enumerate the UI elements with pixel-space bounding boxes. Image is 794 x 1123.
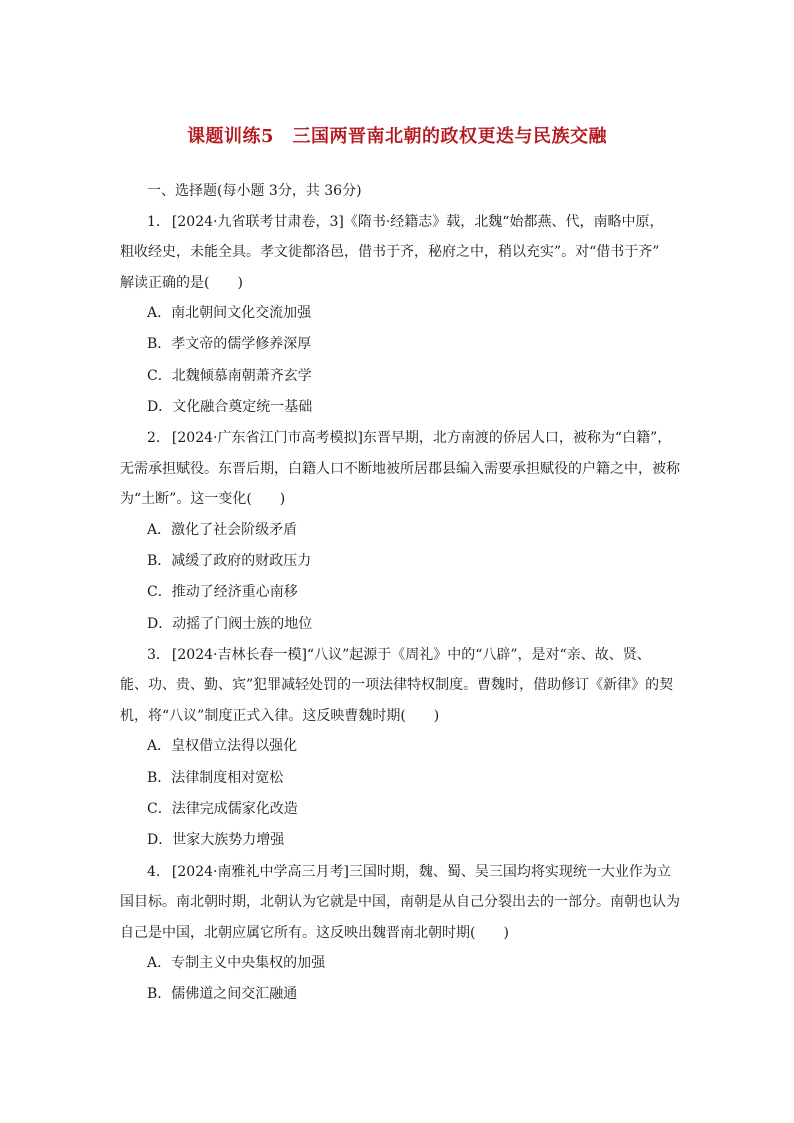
- answer-option[interactable]: A．南北朝间文化交流加强: [147, 305, 312, 321]
- question-item: [120, 857, 687, 1011]
- question-stem-text: [2024·广东省江门市高考模拟]东晋早期，北方南渡的侨居人口，被称为“白籍”，: [171, 430, 672, 447]
- page-content: [120, 176, 687, 1011]
- option-list: [147, 298, 687, 423]
- answer-option[interactable]: D．文化融合奠定统一基础: [147, 398, 313, 415]
- question-number: 3．: [147, 646, 170, 663]
- answer-option[interactable]: B．儒佛道之间交汇融通: [147, 986, 298, 1003]
- answer-option[interactable]: D．动摇了门阀士族的地位: [147, 615, 313, 632]
- option-list: [147, 948, 687, 1011]
- page-title: 课题训练5 三国两晋南北朝的政权更迭与民族交融: [186, 126, 608, 147]
- answer-option[interactable]: A．皇权借立法得以强化: [147, 738, 298, 755]
- question-item: [120, 207, 687, 424]
- answer-option[interactable]: A．专制主义中央集权的加强: [147, 955, 326, 972]
- option-list: [147, 515, 687, 640]
- question-stem-line: 国目标。南北朝时期，北朝认为它就是中国，南朝是从自己分裂出去的一部分。南朝也认为: [120, 894, 680, 911]
- question-stem-line: 无需承担赋役。东晋后期，白籍人口不断地被所居郡县编入需要承担赋役的户籍之中，被称: [120, 460, 680, 477]
- question-item: [120, 423, 687, 640]
- answer-option[interactable]: B．减缓了政府的财政压力: [147, 552, 312, 569]
- question-stem-line: [147, 207, 687, 238]
- question-list: [120, 207, 687, 1011]
- question-stem-text: [2024·吉林长春一模]“八议”起源于《周礼》中的“八辟”，是对“亲、故、贤、: [171, 646, 651, 663]
- question-stem-text: [2024·南雅礼中学高三月考]三国时期，魏、蜀、吴三国均将实现统一大业作为立: [171, 863, 671, 880]
- question-stem-line: 机，将“八议”制度正式入律。这反映曹魏时期( ): [120, 707, 440, 724]
- question-stem: [120, 423, 687, 515]
- question-stem-line: [147, 423, 687, 454]
- answer-option[interactable]: C．法律完成儒家化改造: [147, 800, 298, 817]
- question-stem-line: 能、功、贵、勤、宾”犯罪减轻处罚的一项法律特权制度。曹魏时，借助修订《新律》的契: [120, 677, 674, 694]
- question-stem-line: 为“土断”。这一变化( ): [120, 491, 286, 508]
- question-stem-text: [2024·九省联考甘肃卷，3]《隋书·经籍志》载，北魏“始都燕、代，南略中原，: [171, 213, 664, 230]
- question-number: 2．: [147, 430, 170, 447]
- question-stem: [120, 857, 687, 949]
- question-stem-line: [147, 857, 687, 888]
- answer-option[interactable]: A．激化了社会阶级矛盾: [147, 521, 298, 538]
- answer-option[interactable]: D．世家大族势力增强: [147, 832, 285, 849]
- question-item: [120, 640, 687, 857]
- option-list: [147, 731, 687, 856]
- question-stem-line: 粗收经史，未能全具。孝文徙都洛邑，借书于齐，秘府之中，稍以充实”。对“借书于齐”: [120, 244, 660, 260]
- answer-option[interactable]: C．北魏倾慕南朝萧齐玄学: [147, 367, 312, 384]
- question-number: 1．: [147, 213, 170, 230]
- answer-option[interactable]: C．推动了经济重心南移: [147, 584, 298, 601]
- section-heading: 一、选择题(每小题 3分，共 36分): [147, 183, 362, 199]
- question-stem-line: 解读正确的是( ): [120, 274, 243, 291]
- answer-option[interactable]: B．孝文帝的儒学修养深厚: [147, 336, 312, 353]
- answer-option[interactable]: B．法律制度相对宽松: [147, 769, 284, 786]
- question-number: 4．: [147, 863, 170, 880]
- question-stem: [120, 207, 687, 299]
- question-stem-line: 自己是中国，北朝应属它所有。这反映出魏晋南北朝时期( ): [120, 924, 509, 941]
- question-stem-line: [147, 640, 687, 671]
- question-stem: [120, 640, 687, 732]
